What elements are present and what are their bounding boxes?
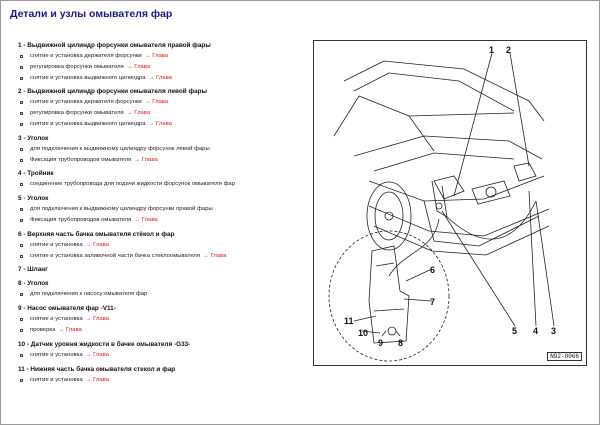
arrow-right-icon: → bbox=[126, 110, 133, 117]
part-item bbox=[18, 229, 306, 265]
chapter-link[interactable]: Глава bbox=[134, 63, 151, 70]
callout-5: 5 bbox=[512, 326, 518, 336]
part-subitem bbox=[18, 251, 306, 262]
part-subitem bbox=[18, 97, 306, 108]
chapter-link[interactable]: Глава bbox=[156, 74, 172, 81]
part-item bbox=[18, 40, 306, 86]
subitem-text: Фиксация трубопроводов омывателя bbox=[30, 216, 132, 223]
subitem-text: для подключения к выдвижному цилиндру форсунки правой фары bbox=[30, 206, 213, 213]
part-subitem bbox=[18, 375, 306, 386]
subitem-text: для подключения к выдвижному цилиндру форсунок левой фары bbox=[30, 145, 210, 152]
arrow-right-icon: → bbox=[85, 351, 92, 358]
subitem-text: регулировка форсунки омывателя bbox=[30, 63, 124, 70]
part-subitem bbox=[18, 51, 306, 62]
chapter-link[interactable]: Глава bbox=[152, 99, 169, 106]
subitem-text: соединение трубопровода для подачи жидкости форсунок омывателя фар bbox=[30, 181, 235, 188]
part-subitem bbox=[18, 204, 306, 215]
callout-9: 9 bbox=[378, 338, 384, 348]
part-heading: 2 - Выдвижной цилиндр форсунки омывателя левой фары bbox=[18, 88, 207, 96]
part-item bbox=[18, 264, 306, 278]
subitem-text: Фиксация трубопроводов омывателя bbox=[30, 156, 132, 163]
part-subitem bbox=[18, 240, 306, 251]
chapter-link[interactable]: Глава bbox=[134, 110, 151, 117]
subitem-text: снятие и установка bbox=[30, 376, 83, 383]
chapter-link[interactable]: Глава bbox=[93, 241, 110, 248]
part-item bbox=[18, 339, 306, 364]
subitem-text: для подключения к насосу омывателя фар bbox=[30, 291, 148, 298]
part-subitem bbox=[18, 289, 306, 300]
chapter-link[interactable]: Глава bbox=[141, 156, 158, 163]
arrow-right-icon: → bbox=[58, 326, 65, 333]
callout-4: 4 bbox=[533, 326, 539, 336]
callout-7: 7 bbox=[430, 297, 436, 307]
arrow-right-icon: → bbox=[148, 120, 155, 127]
callout-1: 1 bbox=[489, 45, 495, 55]
arrow-right-icon: → bbox=[134, 216, 141, 223]
part-subitem bbox=[18, 179, 306, 190]
part-item bbox=[18, 86, 306, 132]
subitem-text: снятие и установка bbox=[30, 351, 83, 358]
parts-list bbox=[18, 40, 306, 388]
part-heading: 4 - Тройник bbox=[18, 170, 54, 178]
exploded-diagram bbox=[313, 40, 587, 366]
subitem-text: снятие и установка заливочной части бачка стеклоомывателя bbox=[30, 252, 201, 259]
arrow-right-icon: → bbox=[203, 252, 209, 259]
part-item bbox=[18, 364, 306, 389]
figure-code: N92-0066 bbox=[547, 352, 582, 361]
callout-11: 11 bbox=[344, 316, 354, 326]
part-subitem bbox=[18, 350, 306, 361]
subitem-text: снятие и установка bbox=[30, 241, 83, 248]
chapter-link[interactable]: Глава bbox=[65, 326, 82, 333]
subitem-text: снятие и установка держателя форсунки bbox=[30, 99, 142, 106]
part-heading: 10 - Датчик уровня жидкости в бачке омывателя -G33- bbox=[18, 340, 191, 348]
part-heading: 3 - Уголок bbox=[18, 134, 49, 142]
part-subitem bbox=[18, 119, 306, 130]
part-heading: 5 - Уголок bbox=[18, 195, 49, 203]
part-subitem bbox=[18, 325, 306, 336]
part-item bbox=[18, 133, 306, 169]
subitem-text: снятие и установка выдвижного цилиндра bbox=[30, 120, 146, 127]
car-front-drawing bbox=[314, 41, 586, 365]
subitem-text: снятие и установка выдвижного цилиндра bbox=[30, 74, 146, 81]
part-item bbox=[18, 193, 306, 229]
chapter-link[interactable]: Глава bbox=[93, 351, 110, 358]
part-heading: 11 - Нижняя часть бачка омывателя стекол и фар bbox=[18, 365, 176, 373]
part-heading: 1 - Выдвижной цилиндр форсунки омывателя правой фары bbox=[18, 42, 211, 49]
arrow-right-icon: → bbox=[85, 316, 92, 323]
callout-3: 3 bbox=[551, 326, 557, 336]
chapter-link[interactable]: Глава bbox=[141, 216, 158, 223]
part-subitem bbox=[18, 314, 306, 325]
part-subitem bbox=[18, 62, 306, 73]
callout-8: 8 bbox=[398, 338, 404, 348]
arrow-right-icon: → bbox=[85, 241, 92, 248]
part-subitem bbox=[18, 144, 306, 155]
part-heading: 9 - Насос омывателя фар -V11- bbox=[18, 305, 116, 313]
chapter-link[interactable]: Глава bbox=[210, 252, 227, 259]
subitem-text: регулировка форсунки омывателя bbox=[30, 110, 124, 117]
part-subitem bbox=[18, 155, 306, 166]
subitem-text: проверка bbox=[30, 326, 56, 333]
arrow-right-icon: → bbox=[144, 99, 151, 106]
arrow-right-icon: → bbox=[134, 156, 141, 163]
part-subitem bbox=[18, 108, 306, 119]
part-heading: 7 - Шланг bbox=[18, 266, 48, 274]
chapter-link[interactable]: Глава bbox=[156, 120, 172, 127]
part-subitem bbox=[18, 73, 306, 84]
subitem-text: снятие и установка bbox=[30, 316, 83, 323]
callout-2: 2 bbox=[506, 45, 512, 55]
part-heading: 8 - Уголок bbox=[18, 280, 49, 288]
subitem-text: снятие и установка держателя форсунки bbox=[30, 53, 142, 59]
part-item bbox=[18, 168, 306, 193]
arrow-right-icon: → bbox=[148, 74, 155, 81]
part-item bbox=[18, 278, 306, 303]
part-subitem bbox=[18, 215, 306, 226]
part-item bbox=[18, 303, 306, 339]
chapter-link[interactable]: Глава bbox=[152, 53, 169, 59]
chapter-link[interactable]: Глава bbox=[93, 316, 110, 323]
arrow-right-icon: → bbox=[126, 63, 133, 70]
callout-10: 10 bbox=[358, 328, 369, 338]
arrow-right-icon: → bbox=[144, 53, 151, 59]
page-title: Детали и узлы омывателя фар bbox=[10, 8, 173, 20]
part-heading: 6 - Верхняя часть бачка омывателя стёкол и фар bbox=[18, 230, 175, 238]
arrow-right-icon: → bbox=[85, 376, 92, 383]
callout-6: 6 bbox=[430, 265, 436, 275]
chapter-link[interactable]: Глава bbox=[93, 376, 110, 383]
